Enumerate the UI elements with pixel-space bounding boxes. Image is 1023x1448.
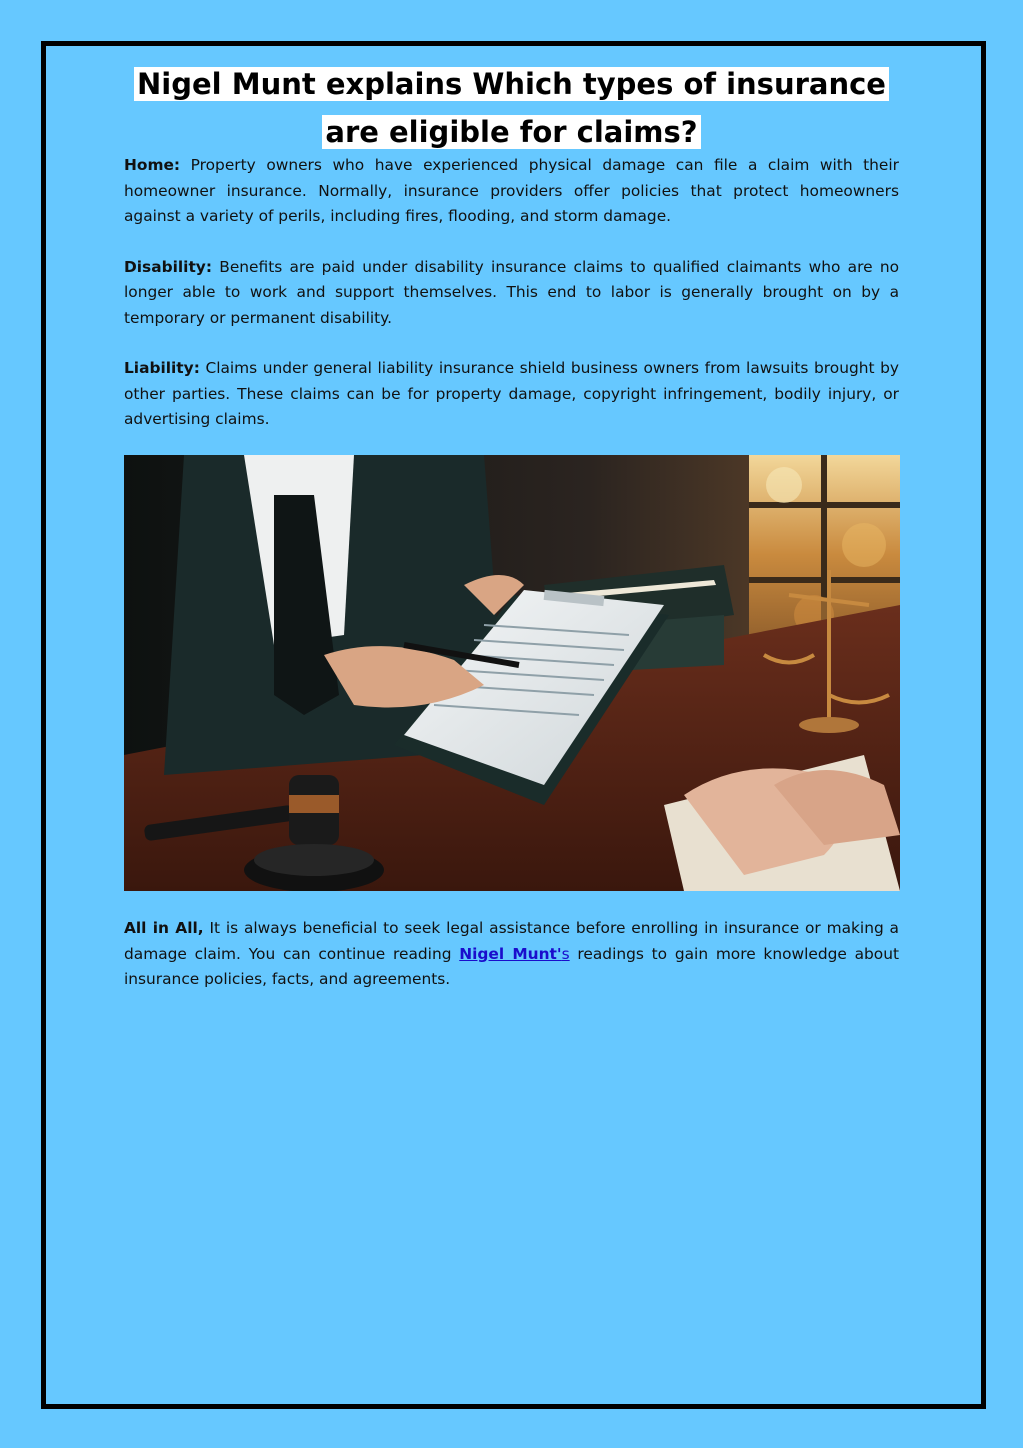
section-liability bbox=[124, 356, 899, 433]
page-title bbox=[0, 60, 1023, 156]
body-text bbox=[124, 153, 899, 458]
nigel-munt-link-suffix[interactable]: s bbox=[561, 944, 570, 963]
closing-text-before: It is always beneficial to seek legal assistance before enrolling in insurance or making a damage claim. You can continue reading bbox=[124, 919, 899, 963]
section-label: Disability: bbox=[124, 257, 212, 276]
section-text: Benefits are paid under disability insurance claims to qualified claimants who are no longer able to work and support themselves. This end to labor is generally brought on by a temporary or permanent disability. bbox=[124, 257, 899, 327]
section-label: Liability: bbox=[124, 359, 200, 377]
closing-label: All in All, bbox=[124, 919, 204, 937]
closing-paragraph bbox=[124, 916, 899, 993]
section-text: Claims under general liability insurance shield business owners from lawsuits brought by other parties. These claims can be for property damage, copyright infringement, bodily injury, or advertising claims. bbox=[124, 359, 899, 428]
title-line-2: are eligible for claims? bbox=[322, 115, 700, 149]
nigel-munt-link[interactable]: Nigel Munt' bbox=[459, 944, 562, 963]
closing-text-after: readings to gain more knowledge about insurance policies, facts, and agreements. bbox=[124, 944, 900, 988]
lawyer-consultation-photo bbox=[124, 455, 900, 891]
title-line-1: Nigel Munt explains Which types of insurance bbox=[134, 67, 889, 101]
section-label: Home: bbox=[124, 156, 181, 174]
section-text: Property owners who have experienced physical damage can file a claim with their homeowner insurance. Normally, insurance providers offer policies that protect homeowners against a variety of perils, including fires, flooding, and storm damage. bbox=[124, 156, 899, 225]
section-home bbox=[124, 153, 899, 230]
section-disability bbox=[124, 255, 899, 332]
